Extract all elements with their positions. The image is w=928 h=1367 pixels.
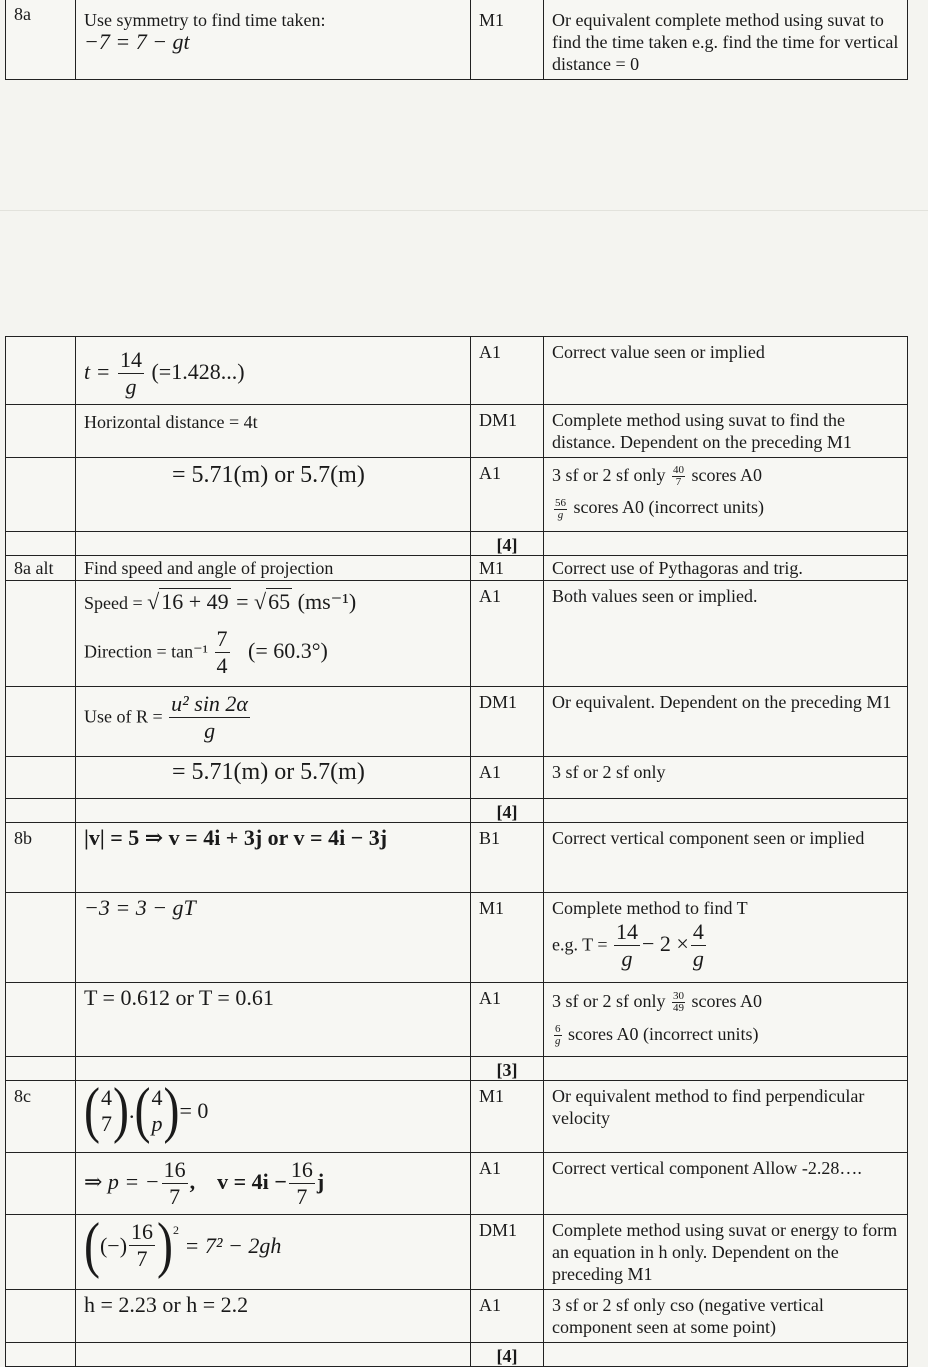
note-text: scores A0 (incorrect units) bbox=[568, 1024, 759, 1044]
note-text: 3 sf or 2 sf only bbox=[552, 465, 666, 485]
blank-cell bbox=[544, 1343, 908, 1367]
table-row bbox=[6, 556, 908, 581]
working-equation: = 5.71(m) or 5.7(m) bbox=[172, 462, 365, 488]
table-row bbox=[6, 1215, 908, 1290]
working-line: Use symmetry to find time taken: bbox=[84, 10, 326, 30]
fraction-denominator: g bbox=[555, 1035, 561, 1048]
working-cell bbox=[76, 687, 471, 757]
vector-component: 4 bbox=[100, 1085, 112, 1110]
mark-scheme-table bbox=[5, 336, 908, 1367]
mark-code: M1 bbox=[471, 1081, 544, 1153]
fraction-numerator: 16 bbox=[163, 1157, 186, 1182]
time-value: (=1.428...) bbox=[151, 358, 245, 384]
fraction-denominator: g bbox=[621, 946, 633, 971]
fraction-denominator: 7 bbox=[136, 1246, 148, 1271]
fraction-denominator: g bbox=[692, 946, 704, 971]
table-row bbox=[6, 1081, 908, 1153]
working-cell: ( (−) $\frac{16}{7}$ ) $^2$ = 7² − 2gh bbox=[76, 1215, 471, 1290]
mark-code: A1 bbox=[471, 458, 544, 532]
fraction-numerator: 16 bbox=[290, 1157, 313, 1182]
time-symbol: t = bbox=[84, 358, 111, 384]
note-operator: − 2 × bbox=[642, 930, 689, 956]
total-marks: [4] bbox=[471, 1343, 544, 1367]
mark-code: DM1 bbox=[471, 687, 544, 757]
mark-code: M1 bbox=[471, 893, 544, 983]
fraction-denominator: 7 bbox=[675, 476, 682, 489]
fraction-numerator: 14 bbox=[616, 919, 638, 944]
working-cell bbox=[76, 893, 471, 983]
direction-value: (= 60.3°) bbox=[248, 637, 328, 663]
fraction-denominator: 7 bbox=[169, 1184, 181, 1209]
fraction-numerator: 6 bbox=[555, 1023, 561, 1036]
blank-cell bbox=[544, 799, 908, 823]
range-label: Use of R = bbox=[84, 706, 163, 727]
working-cell: Horizontal distance = 4t bbox=[76, 405, 471, 458]
mark-code: A1 bbox=[471, 581, 544, 687]
working-cell bbox=[76, 757, 471, 799]
question-cell bbox=[6, 687, 76, 757]
question-number: 8b bbox=[6, 823, 76, 893]
note-example: e.g. T = bbox=[552, 934, 608, 955]
question-cell bbox=[6, 757, 76, 799]
table-row bbox=[6, 687, 908, 757]
note-text: scores A0 bbox=[691, 991, 762, 1011]
question-cell bbox=[6, 1290, 76, 1343]
total-row bbox=[6, 799, 908, 823]
question-cell bbox=[6, 983, 76, 1057]
mark-code: A1 bbox=[471, 337, 544, 405]
working-equation: T = 0.612 or T = 0.61 bbox=[84, 985, 274, 1010]
equation-rhs: = 0 bbox=[179, 1098, 209, 1123]
table-row bbox=[6, 823, 908, 893]
working-equation: −7 = 7 − gt bbox=[84, 29, 190, 54]
working-cell: Find speed and angle of projection bbox=[76, 556, 471, 581]
guidance-note: Or equivalent complete method using suvat to find the time taken e.g. find the time for vertical distance = 0 bbox=[544, 0, 908, 80]
blank-cell bbox=[6, 532, 76, 556]
total-marks: [4] bbox=[471, 532, 544, 556]
question-cell bbox=[6, 581, 76, 687]
guidance-note bbox=[544, 458, 908, 532]
fraction-numerator: 40 bbox=[673, 464, 684, 477]
fraction-numerator: 56 bbox=[555, 496, 566, 509]
question-cell bbox=[6, 893, 76, 983]
table-row bbox=[6, 893, 908, 983]
working-cell bbox=[76, 458, 471, 532]
fraction-denominator: g bbox=[204, 718, 216, 743]
guidance-note: Correct use of Pythagoras and trig. bbox=[544, 556, 908, 581]
guidance-note: Complete method using suvat to find the distance. Dependent on the preceding M1 bbox=[544, 405, 908, 458]
total-row bbox=[6, 1057, 908, 1081]
fraction-denominator: 7 bbox=[296, 1184, 308, 1209]
blank-cell bbox=[6, 1343, 76, 1367]
fraction-denominator: 4 bbox=[216, 653, 228, 678]
guidance-note: 3 sf or 2 sf only bbox=[544, 757, 908, 799]
fraction-numerator: 16 bbox=[131, 1219, 154, 1244]
table-row bbox=[6, 405, 908, 458]
table-row bbox=[6, 1290, 908, 1343]
table-row bbox=[6, 337, 908, 405]
table-row bbox=[6, 1153, 908, 1215]
vector-component: 7 bbox=[100, 1111, 112, 1136]
blank-cell bbox=[544, 532, 908, 556]
note-text: scores A0 (incorrect units) bbox=[573, 497, 764, 518]
note-text: 3 sf or 2 sf only bbox=[552, 991, 666, 1011]
vector-component: p bbox=[151, 1111, 163, 1136]
question-cell bbox=[6, 1153, 76, 1215]
mark-code: A1 bbox=[471, 1290, 544, 1343]
speed-result: 65 bbox=[268, 589, 291, 614]
mark-code: B1 bbox=[471, 823, 544, 893]
speed-unit: (ms⁻¹) bbox=[297, 589, 357, 614]
blank-cell bbox=[6, 1057, 76, 1081]
equation-lead: ⇒ p = − bbox=[84, 1168, 160, 1194]
note-text: scores A0 bbox=[691, 465, 762, 485]
working-cell bbox=[76, 337, 471, 405]
fraction-numerator: 4 bbox=[692, 919, 704, 944]
vector-component: 4 bbox=[151, 1085, 163, 1110]
guidance-note: 3 sf or 2 sf only cso (negative vertical component seen at some point) bbox=[544, 1290, 908, 1343]
guidance-note: Both values seen or implied. bbox=[544, 581, 908, 687]
total-marks: [4] bbox=[471, 799, 544, 823]
equation-lead: (−) bbox=[99, 1232, 128, 1258]
working-equation: = 5.71(m) or 5.7(m) bbox=[172, 759, 365, 785]
equation-tail: = 7² − 2gh bbox=[184, 1232, 282, 1258]
page-divider bbox=[0, 210, 928, 211]
mark-code: A1 bbox=[471, 983, 544, 1057]
table-row bbox=[6, 757, 908, 799]
fraction-numerator: 30 bbox=[673, 990, 684, 1003]
fraction-numerator: 14 bbox=[119, 347, 142, 372]
working-cell: Speed = √16 + 49 = √65 (ms⁻¹) Direction = tan⁻¹ $\frac{7}{4}$ (= 60.3°) bbox=[76, 581, 471, 687]
table-row bbox=[6, 983, 908, 1057]
note-text: Complete method to find T bbox=[552, 898, 748, 918]
blank-cell bbox=[76, 1343, 471, 1367]
mark-code: DM1 bbox=[471, 405, 544, 458]
equation-middle: , v = 4i − bbox=[189, 1168, 287, 1194]
question-number: 8a bbox=[6, 0, 76, 80]
guidance-note: Or equivalent. Dependent on the preceding M1 bbox=[544, 687, 908, 757]
guidance-note: Or equivalent method to find perpendicular velocity bbox=[544, 1081, 908, 1153]
working-cell bbox=[76, 0, 471, 80]
guidance-note bbox=[544, 983, 908, 1057]
blank-cell bbox=[6, 799, 76, 823]
table-row bbox=[6, 581, 908, 687]
blank-cell bbox=[76, 532, 471, 556]
mark-scheme-table-top bbox=[5, 0, 908, 80]
equation-power: 2 bbox=[173, 1222, 180, 1237]
guidance-note: Correct vertical component Allow -2.28…. bbox=[544, 1153, 908, 1215]
fraction-denominator: g bbox=[557, 508, 564, 521]
blank-cell bbox=[76, 1057, 471, 1081]
working-cell bbox=[76, 1081, 471, 1153]
speed-label: Speed = bbox=[84, 593, 143, 613]
guidance-note: Correct value seen or implied bbox=[544, 337, 908, 405]
fraction-numerator: 7 bbox=[216, 626, 228, 651]
question-cell bbox=[6, 458, 76, 532]
mark-code: M1 bbox=[471, 0, 544, 80]
question-cell bbox=[6, 337, 76, 405]
working-cell bbox=[76, 823, 471, 893]
mark-code: M1 bbox=[471, 556, 544, 581]
working-equation: −3 = 3 − gT bbox=[84, 895, 196, 920]
question-cell bbox=[6, 1215, 76, 1290]
total-row bbox=[6, 532, 908, 556]
fraction-denominator: g bbox=[125, 374, 137, 399]
direction-label: Direction = tan⁻¹ bbox=[84, 641, 209, 662]
equation-tail: j bbox=[316, 1168, 325, 1194]
mark-code: A1 bbox=[471, 757, 544, 799]
question-cell bbox=[6, 405, 76, 458]
dot-product: ( 4 7 ) . ( 4 p ) = 0 bbox=[84, 1080, 209, 1145]
guidance-note: Correct vertical component seen or implied bbox=[544, 823, 908, 893]
blank-cell bbox=[544, 1057, 908, 1081]
working-equation: |v| = 5 ⇒ v = 4i + 3j or v = 4i − 3j bbox=[84, 825, 388, 850]
working-cell bbox=[76, 1290, 471, 1343]
question-number: 8a alt bbox=[6, 556, 76, 581]
mark-code: A1 bbox=[471, 1153, 544, 1215]
table-row bbox=[6, 458, 908, 532]
fraction-denominator: 49 bbox=[673, 1002, 684, 1015]
question-number: 8c bbox=[6, 1081, 76, 1153]
working-cell bbox=[76, 983, 471, 1057]
working-cell bbox=[76, 1153, 471, 1215]
speed-radicand: 16 + 49 bbox=[161, 589, 229, 614]
guidance-note: Complete method using suvat or energy to form an equation in h only. Dependent on the preceding M1 bbox=[544, 1215, 908, 1290]
working-equation: h = 2.23 or h = 2.2 bbox=[84, 1292, 249, 1317]
blank-cell bbox=[76, 799, 471, 823]
guidance-note bbox=[544, 893, 908, 983]
total-row bbox=[6, 1343, 908, 1367]
fraction-numerator: u² sin 2α bbox=[171, 691, 248, 716]
mark-code: DM1 bbox=[471, 1215, 544, 1290]
total-marks: [3] bbox=[471, 1057, 544, 1081]
